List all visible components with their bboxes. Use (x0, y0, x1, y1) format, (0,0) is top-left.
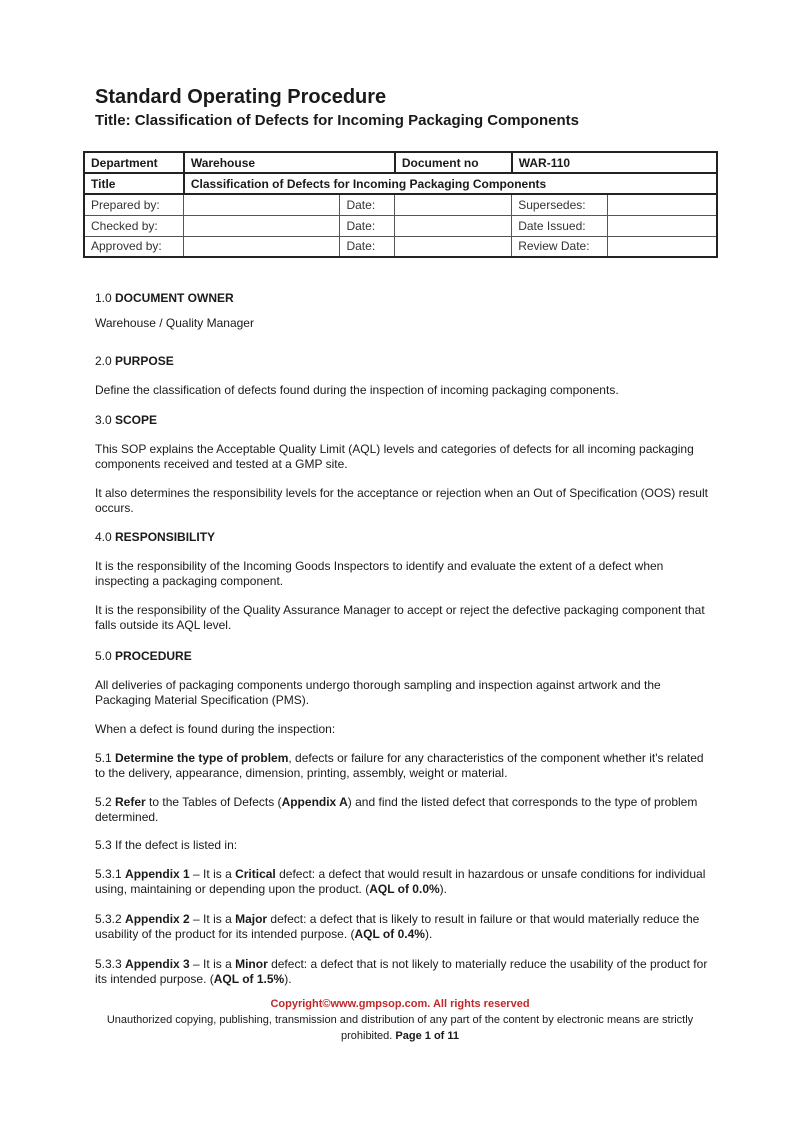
date-field (395, 236, 512, 257)
docno-label: Document no (395, 152, 512, 173)
supersedes-field (608, 194, 717, 215)
review-date-label: Review Date: (512, 236, 608, 257)
section-heading-4: 4.0 RESPONSIBILITY (95, 530, 216, 544)
document-owner-text: Warehouse / Quality Manager (95, 316, 254, 330)
step-5-1: 5.1 Determine the type of problem, defects or failure for any characteristics of the component whether it's related to the delivery, appearance, dimension, printing, assembly, weight or material. (95, 751, 704, 780)
responsibility-paragraph-1: It is the responsibility of the Incoming Goods Inspectors to identify and evaluate the extent of a defect when inspecting a packaging component. (95, 559, 664, 588)
checked-by-field (184, 215, 340, 236)
step-5-3-2: 5.3.2 Appendix 2 – It is a Major defect: a defect that is likely to result in failure or that would materially reduce the usability of the product for its intended purpose. (AQL of 0.4%). (95, 912, 700, 941)
section-heading-1: 1.0 DOCUMENT OWNER (95, 291, 234, 305)
step-5-3-3: 5.3.3 Appendix 3 – It is a Minor defect: a defect that is not likely to materially reduce the usability of the product for its intended purpose. (AQL of 1.5%). (95, 957, 708, 986)
docno-value: WAR-110 (512, 152, 717, 173)
checked-by-label: Checked by: (84, 215, 184, 236)
approved-by-label: Approved by: (84, 236, 184, 257)
title-value: Classification of Defects for Incoming Packaging Components (184, 173, 717, 194)
copyright-notice: Copyright©www.gmpsop.com. All rights reserved (270, 998, 530, 1010)
document-heading: Standard Operating Procedure (95, 86, 387, 108)
date-label: Date: (340, 194, 395, 215)
prepared-by-label: Prepared by: (84, 194, 184, 215)
prepared-by-field (184, 194, 340, 215)
section-heading-2: 2.0 PURPOSE (95, 354, 174, 368)
document-info-table (83, 151, 718, 258)
review-date-field (608, 236, 717, 257)
department-label: Department (84, 152, 184, 173)
date-issued-field (608, 215, 717, 236)
section-heading-5: 5.0 PROCEDURE (95, 649, 192, 663)
step-5-3: 5.3 If the defect is listed in: (95, 838, 238, 852)
department-value: Warehouse (184, 152, 395, 173)
purpose-text: Define the classification of defects found during the inspection of incoming packaging components. (95, 383, 619, 397)
date-label: Date: (340, 215, 395, 236)
usage-notice: Unauthorized copying, publishing, transmission and distribution of any part of the content by electronic means are strictly prohibited. Page 1 of 11 (106, 1014, 694, 1042)
date-field (395, 194, 512, 215)
approved-by-field (184, 236, 340, 257)
scope-paragraph-2: It also determines the responsibility levels for the acceptance or rejection when an Out of Specification (OOS) result occurs. (95, 486, 708, 515)
step-5-2: 5.2 Refer to the Tables of Defects (Appendix A) and find the listed defect that corresponds to the type of problem determined. (95, 795, 698, 824)
section-heading-3: 3.0 SCOPE (95, 413, 158, 427)
date-issued-label: Date Issued: (512, 215, 608, 236)
scope-paragraph-1: This SOP explains the Acceptable Quality Limit (AQL) levels and categories of defects for all incoming packaging components received and tested at a GMP site. (95, 442, 694, 471)
date-field (395, 215, 512, 236)
procedure-paragraph-2: When a defect is found during the inspection: (95, 722, 336, 736)
title-label: Title (84, 173, 184, 194)
step-5-3-1: 5.3.1 Appendix 1 – It is a Critical defect: a defect that would result in hazardous or unsafe conditions for individual using, maintaining or depending upon the product. (AQL of 0.0%). (95, 867, 706, 896)
responsibility-paragraph-2: It is the responsibility of the Quality Assurance Manager to accept or reject the defective packaging component that falls outside its AQL level. (95, 603, 705, 632)
document-subtitle: Title: Classification of Defects for Incoming Packaging Components (95, 112, 579, 129)
procedure-paragraph-1: All deliveries of packaging components undergo thorough sampling and inspection against artwork and the Packaging Material Specification (PMS). (95, 678, 661, 707)
date-label: Date: (340, 236, 395, 257)
page-number: Page 1 of 11 (395, 1030, 460, 1042)
footer (80, 996, 720, 1044)
supersedes-label: Supersedes: (512, 194, 608, 215)
